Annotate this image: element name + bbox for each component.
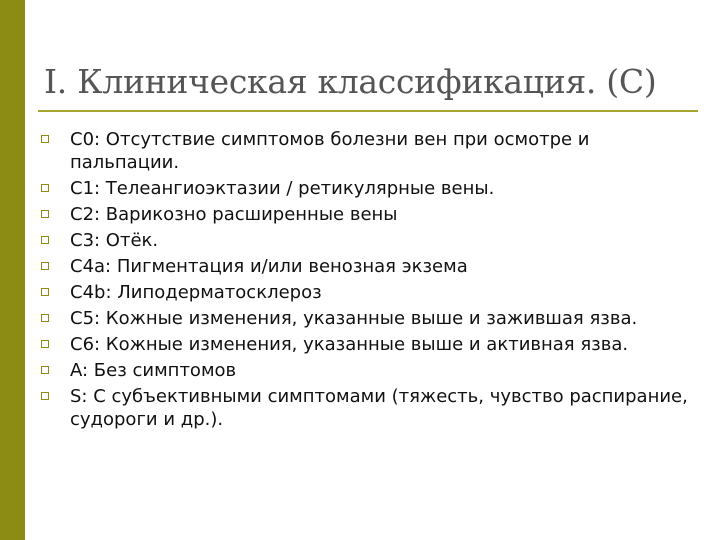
square-bullet-icon xyxy=(41,340,49,348)
list-item-text: S: С субъективными симптомами (тяжесть, чувство распирание, судороги и др.). xyxy=(70,386,688,430)
list-item-text: C4a: Пигментация и/или венозная экзема xyxy=(70,256,468,277)
list-item xyxy=(40,255,700,278)
list-item xyxy=(40,128,700,174)
list-item-text: C5: Кожные изменения, указанные выше и зажившая язва. xyxy=(70,308,638,329)
square-bullet-icon xyxy=(41,366,49,374)
list-item xyxy=(40,359,700,382)
list-item-text: C2: Варикозно расширенные вены xyxy=(70,204,398,225)
square-bullet-icon xyxy=(41,210,49,218)
square-bullet-icon xyxy=(41,288,49,296)
list-item xyxy=(40,333,700,356)
list-item xyxy=(40,177,700,200)
square-bullet-icon xyxy=(41,392,49,400)
square-bullet-icon xyxy=(41,135,49,143)
square-bullet-icon xyxy=(41,184,49,192)
list-item-text: A: Без симптомов xyxy=(70,360,237,381)
list-item-text: C1: Телеангиоэктазии / ретикулярные вены. xyxy=(70,178,495,199)
square-bullet-icon xyxy=(41,314,49,322)
list-item xyxy=(40,281,700,304)
left-accent-bar xyxy=(0,0,25,540)
list-item-text: C6: Кожные изменения, указанные выше и активная язва. xyxy=(70,334,629,355)
list-item-text: C0: Отсутствие симптомов болезни вен при осмотре и пальпации. xyxy=(70,129,590,173)
list-item-text: C3: Отёк. xyxy=(70,230,159,251)
slide-title: I. Клиническая классификация. (C) xyxy=(44,62,657,101)
list-item xyxy=(40,307,700,330)
list-item xyxy=(40,203,700,226)
title-underline xyxy=(38,110,698,112)
list-item-text: C4b: Липодерматосклероз xyxy=(70,282,322,303)
classification-list xyxy=(40,128,700,434)
list-item xyxy=(40,229,700,252)
square-bullet-icon xyxy=(41,236,49,244)
square-bullet-icon xyxy=(41,262,49,270)
list-item xyxy=(40,385,700,431)
